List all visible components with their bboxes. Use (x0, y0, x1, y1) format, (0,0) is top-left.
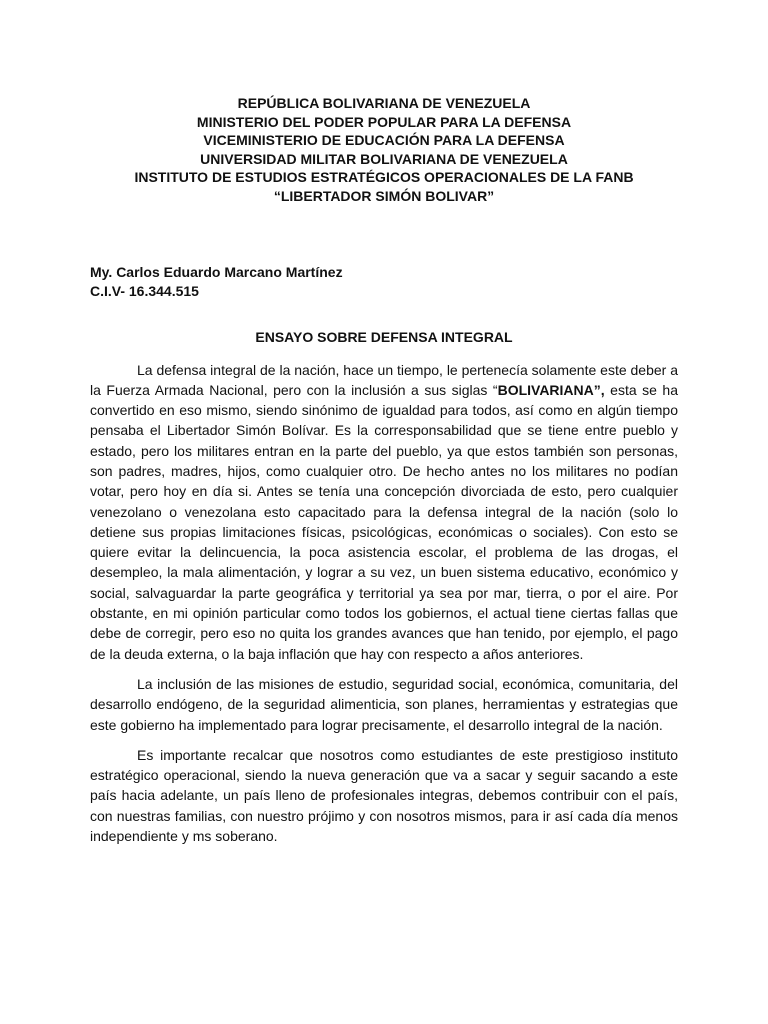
header-line-ministry: MINISTERIO DEL PODER POPULAR PARA LA DEFENSA (196, 113, 572, 130)
author-id: C.I.V- 16.344.515 (90, 282, 199, 299)
header-line-republic: REPÚBLICA BOLIVARIANA DE VENEZUELA (237, 95, 531, 111)
essay-body (90, 360, 678, 847)
paragraph-1-start: La defensa integral de la nación, hace un tiempo, le pertenecía solamente este deber a la Fuerza Armada Nacional, pero con la inclusión a sus siglas “ (90, 361, 678, 398)
author-name: My. Carlos Eduardo Marcano Martínez (90, 264, 343, 280)
paragraph-1 (90, 360, 678, 664)
paragraph-2: La inclusión de las misiones de estudio, seguridad social, económica, comunitaria, del desarrollo endógeno, de la seguridad alimenticia, son planes, herramientas y estrategias que este gobierno ha implementado para lograr precisamente, el desarrollo integral de la nación. (90, 675, 678, 733)
paragraph-1-rest: esta se ha convertido en eso mismo, siendo sinónimo de igualdad para todos, así como en algún tiempo pensaba el Libertador Simón Bolívar. Es la corresponsabilidad que se tiene entre pueblo y estado, pero los militares entran en la parte del pueblo, ya que estos también son personas, son padres, madres, hijos, como cualquier otro. De hecho antes no los militares no podían votar, pero hoy en día si. Antes se tenía una concepción divorciada de esto, pero cualquier venezolano o venezolana esto capacitado para la defensa integral de la nación (solo lo detiene sus propias limitaciones físicas, psicológicas, económicas o sociales). Con esto se quiere evitar la delincuencia, la poca asistencia escolar, el problema de las drogas, el desempleo, la mala alimentación, y lograr a su vez, un buen sistema educativo, económico y social, salvaguardar la parte geográfica y territorial ya sea por mar, tierra, o por el aire. Por obstante, en mi opinión particular como todos los gobiernos, el actual tiene ciertas fallas que debe de corregir, pero eso no quita los grandes avances que han tenido, por ejemplo, el pago de la deuda externa, o la baja inflación que hay con respecto a años anteriores. (90, 381, 678, 662)
author-block (90, 263, 678, 300)
header-line-libertador: “LIBERTADOR SIMÓN BOLIVAR” (273, 187, 495, 204)
header-line-viceministry: VICEMINISTERIO DE EDUCACIÓN PARA LA DEFENSA (203, 132, 565, 148)
paragraph-3: Es importante recalcar que nosotros como estudiantes de este prestigioso instituto estratégico operacional, siendo la nueva generación que va a sacar y seguir sacando a este país hacia adelante, un país lleno de profesionales integras, debemos contribuir con el país, con nuestras familias, con nuestro prójimo y con nosotros mismos, para ir así cada día menos independiente y ms soberano. (90, 746, 678, 845)
essay-title: ENSAYO SOBRE DEFENSA INTEGRAL (255, 329, 513, 345)
paragraph-1-bold: BOLIVARIANA”, (497, 381, 605, 398)
header-line-institute: INSTITUTO DE ESTUDIOS ESTRATÉGICOS OPERACIONALES DE LA FANB (134, 169, 634, 185)
header-line-university: UNIVERSIDAD MILITAR BOLIVARIANA DE VENEZUELA (200, 150, 568, 167)
institution-header (90, 94, 678, 205)
